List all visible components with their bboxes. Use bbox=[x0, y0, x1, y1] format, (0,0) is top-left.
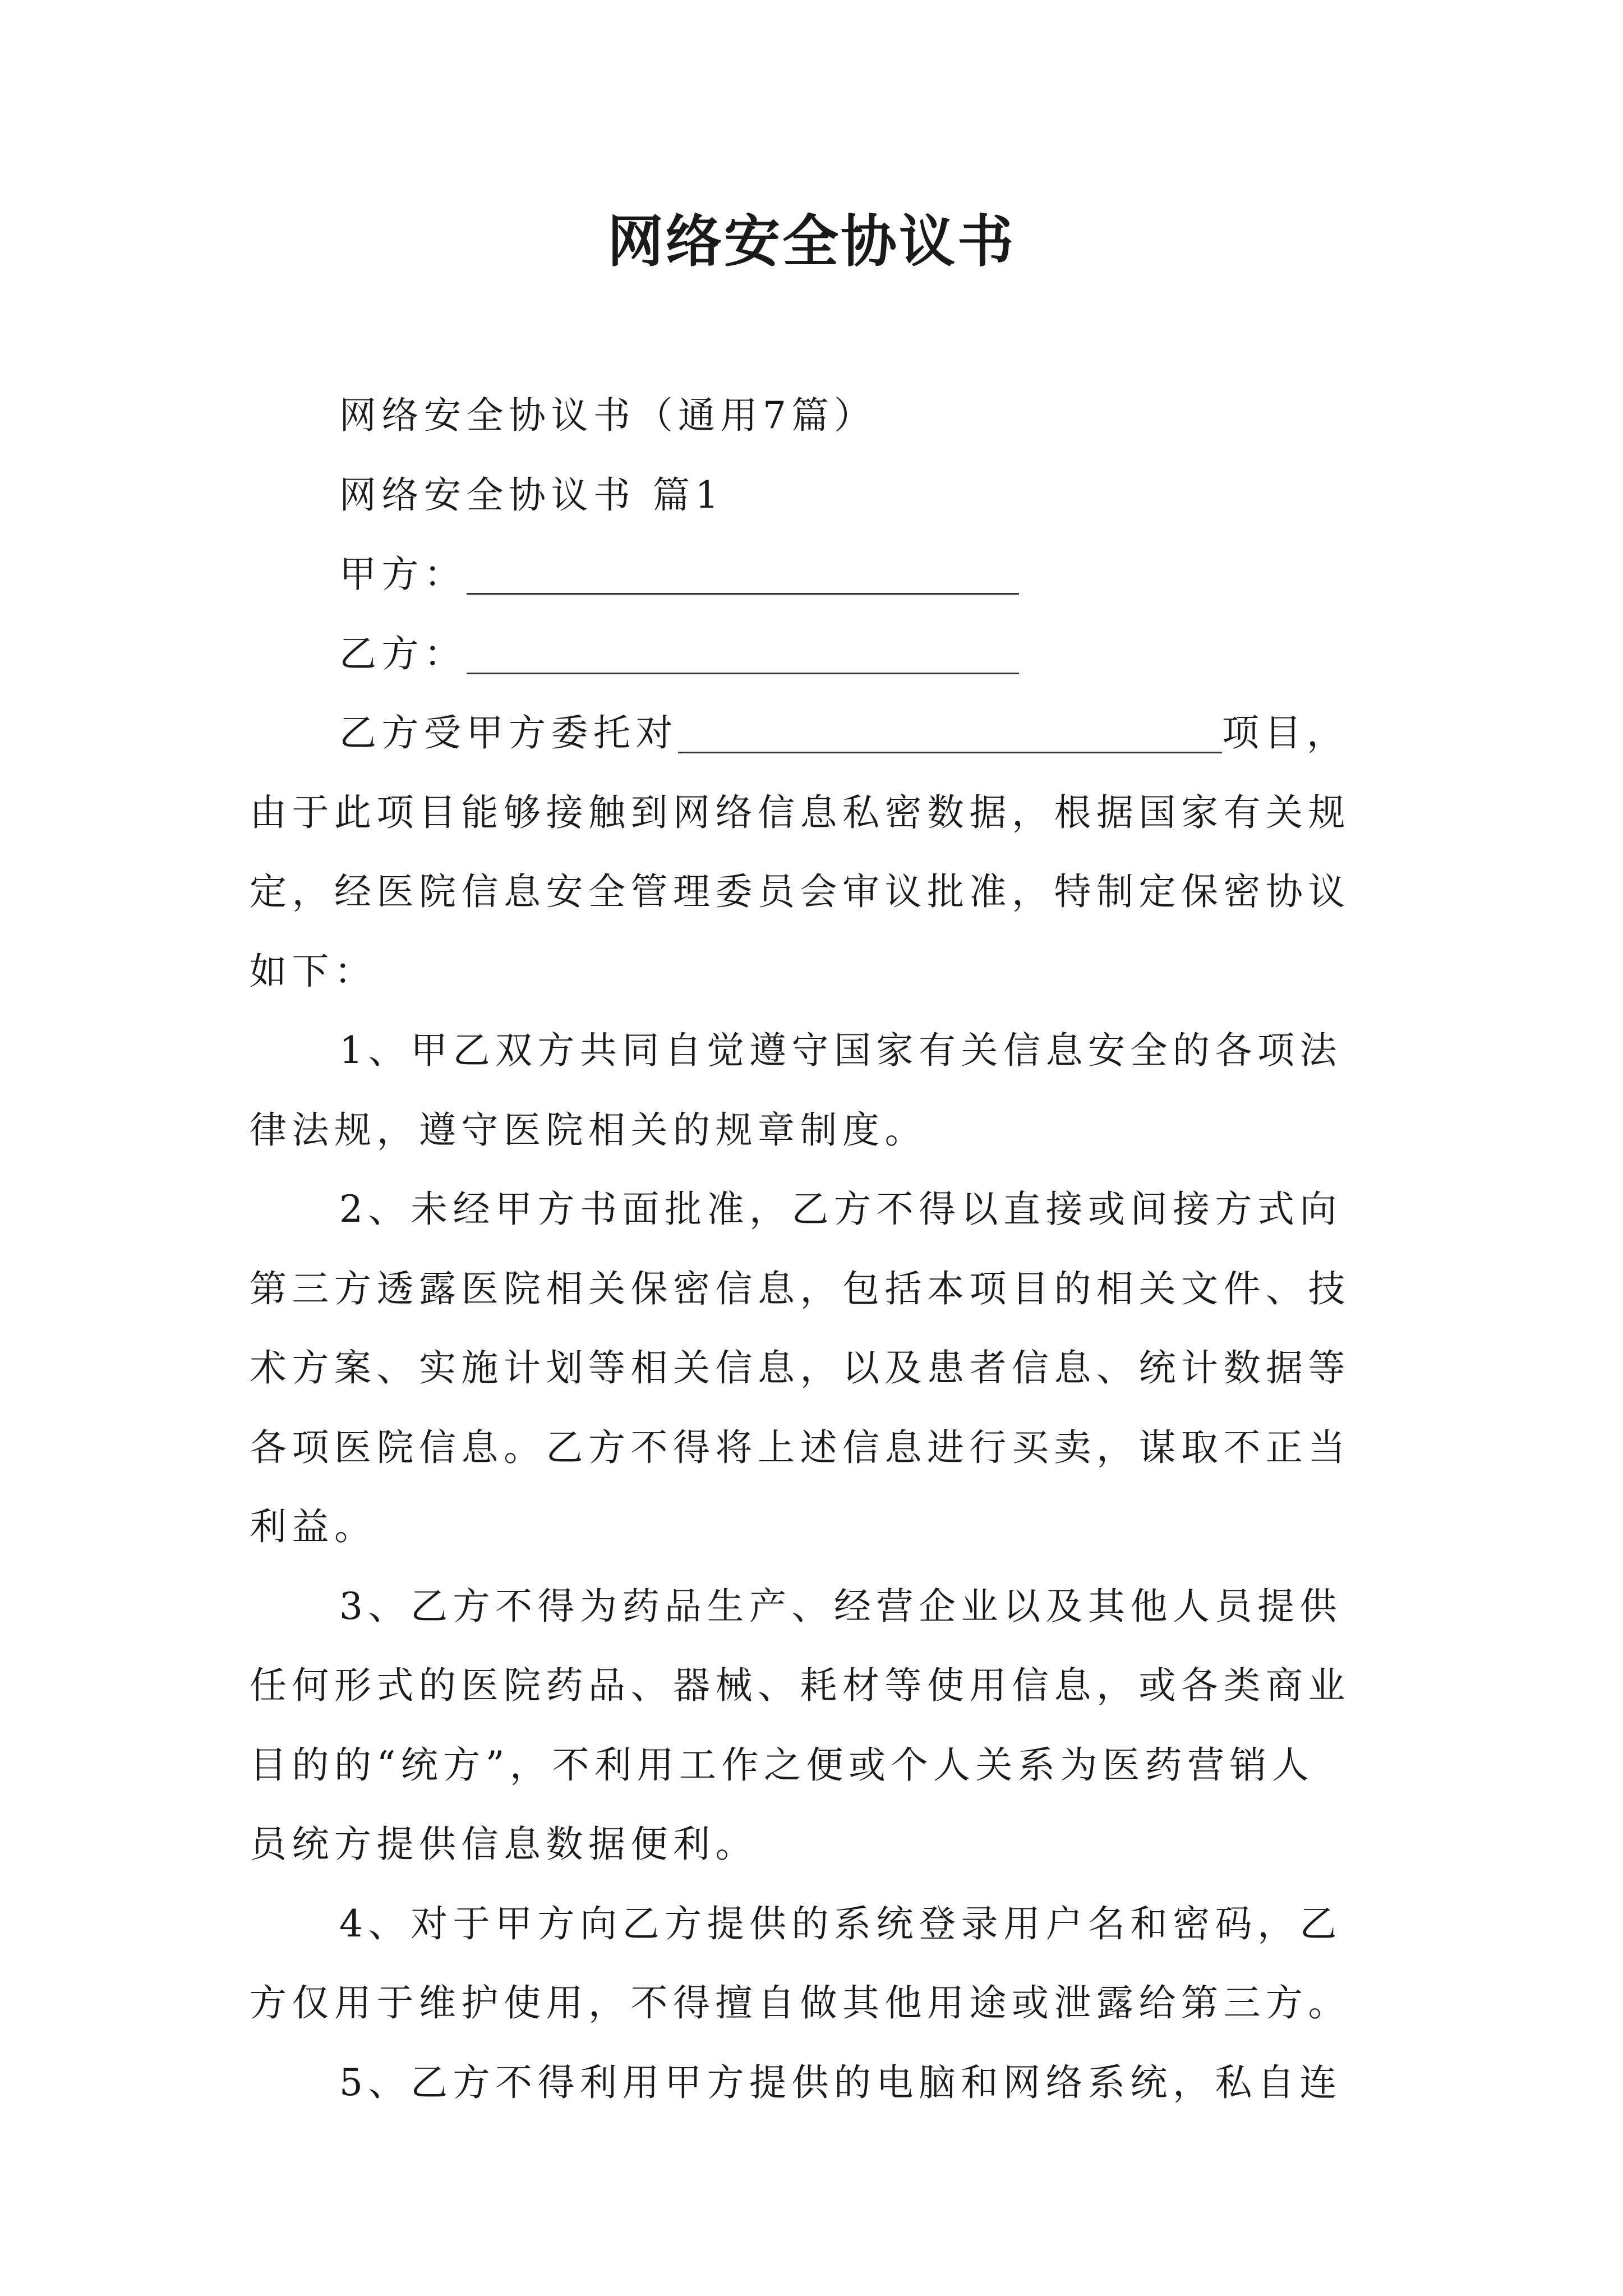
intro-first-line bbox=[250, 693, 1374, 773]
intro-line: 由于此项目能够接触到网络信息私密数据，根据国家有关规 bbox=[250, 790, 1350, 834]
clause-line: 4、对于甲方向乙方提供的系统登录用户名和密码，乙 bbox=[339, 1902, 1342, 1945]
clause-line: 利益。 bbox=[250, 1505, 377, 1548]
project-blank bbox=[678, 712, 1222, 753]
clause-line: 1、甲乙双方共同自觉遵守国家有关信息安全的各项法 bbox=[339, 1029, 1342, 1072]
clause-line: 员统方提供信息数据便利。 bbox=[250, 1823, 758, 1866]
intro-line: 如下： bbox=[250, 949, 377, 993]
section-heading: 网络安全协议书 篇1 bbox=[339, 473, 724, 517]
clause-line: 方仅用于维护使用，不得擅自做其他用途或泄露给第三方。 bbox=[250, 1981, 1350, 2024]
clause-5 bbox=[250, 2043, 1374, 2123]
clause-4 bbox=[250, 1884, 1374, 2043]
party-b-blank bbox=[467, 633, 1019, 674]
clause-line: 5、乙方不得利用甲方提供的电脑和网络系统，私自连 bbox=[339, 2060, 1342, 2104]
document-title: 网络安全协议书 bbox=[607, 208, 1016, 274]
document-subtitle: 网络安全协议书（通用7篇） bbox=[339, 394, 877, 437]
party-a-blank bbox=[467, 554, 1019, 595]
clause-line: 目的的“统方”，不利用工作之便或个人关系为医药营销人 bbox=[250, 1743, 1315, 1787]
clause-line: 任何形式的医院药品、器械、耗材等使用信息，或各类商业 bbox=[250, 1664, 1350, 1707]
clause-line: 2、未经甲方书面批准，乙方不得以直接或间接方式向 bbox=[339, 1188, 1342, 1231]
intro-before-blank: 乙方受甲方委托对 bbox=[339, 711, 678, 754]
clause-line: 术方案、实施计划等相关信息，以及患者信息、统计数据等 bbox=[250, 1346, 1350, 1389]
clause-line: 第三方透露医院相关保密信息，包括本项目的相关文件、技 bbox=[250, 1267, 1350, 1310]
clause-line: 3、乙方不得为药品生产、经营企业以及其他人员提供 bbox=[339, 1584, 1342, 1628]
intro-line: 定，经医院信息安全管理委员会审议批准，特制定保密协议 bbox=[250, 870, 1350, 913]
clause-3 bbox=[250, 1567, 1374, 1884]
clause-1 bbox=[250, 1011, 1374, 1170]
clause-line: 各项医院信息。乙方不得将上述信息进行买卖，谋取不正当 bbox=[250, 1425, 1350, 1469]
clause-line: 律法规，遵守医院相关的规章制度。 bbox=[250, 1108, 927, 1152]
party-a-label: 甲方： bbox=[339, 553, 467, 596]
clause-2 bbox=[250, 1170, 1374, 1567]
party-b-label: 乙方： bbox=[339, 632, 467, 675]
document-body bbox=[250, 376, 1374, 2122]
intro-after-blank: 项目， bbox=[1222, 711, 1349, 754]
party-a-line bbox=[250, 535, 1374, 614]
party-b-line bbox=[250, 614, 1374, 694]
